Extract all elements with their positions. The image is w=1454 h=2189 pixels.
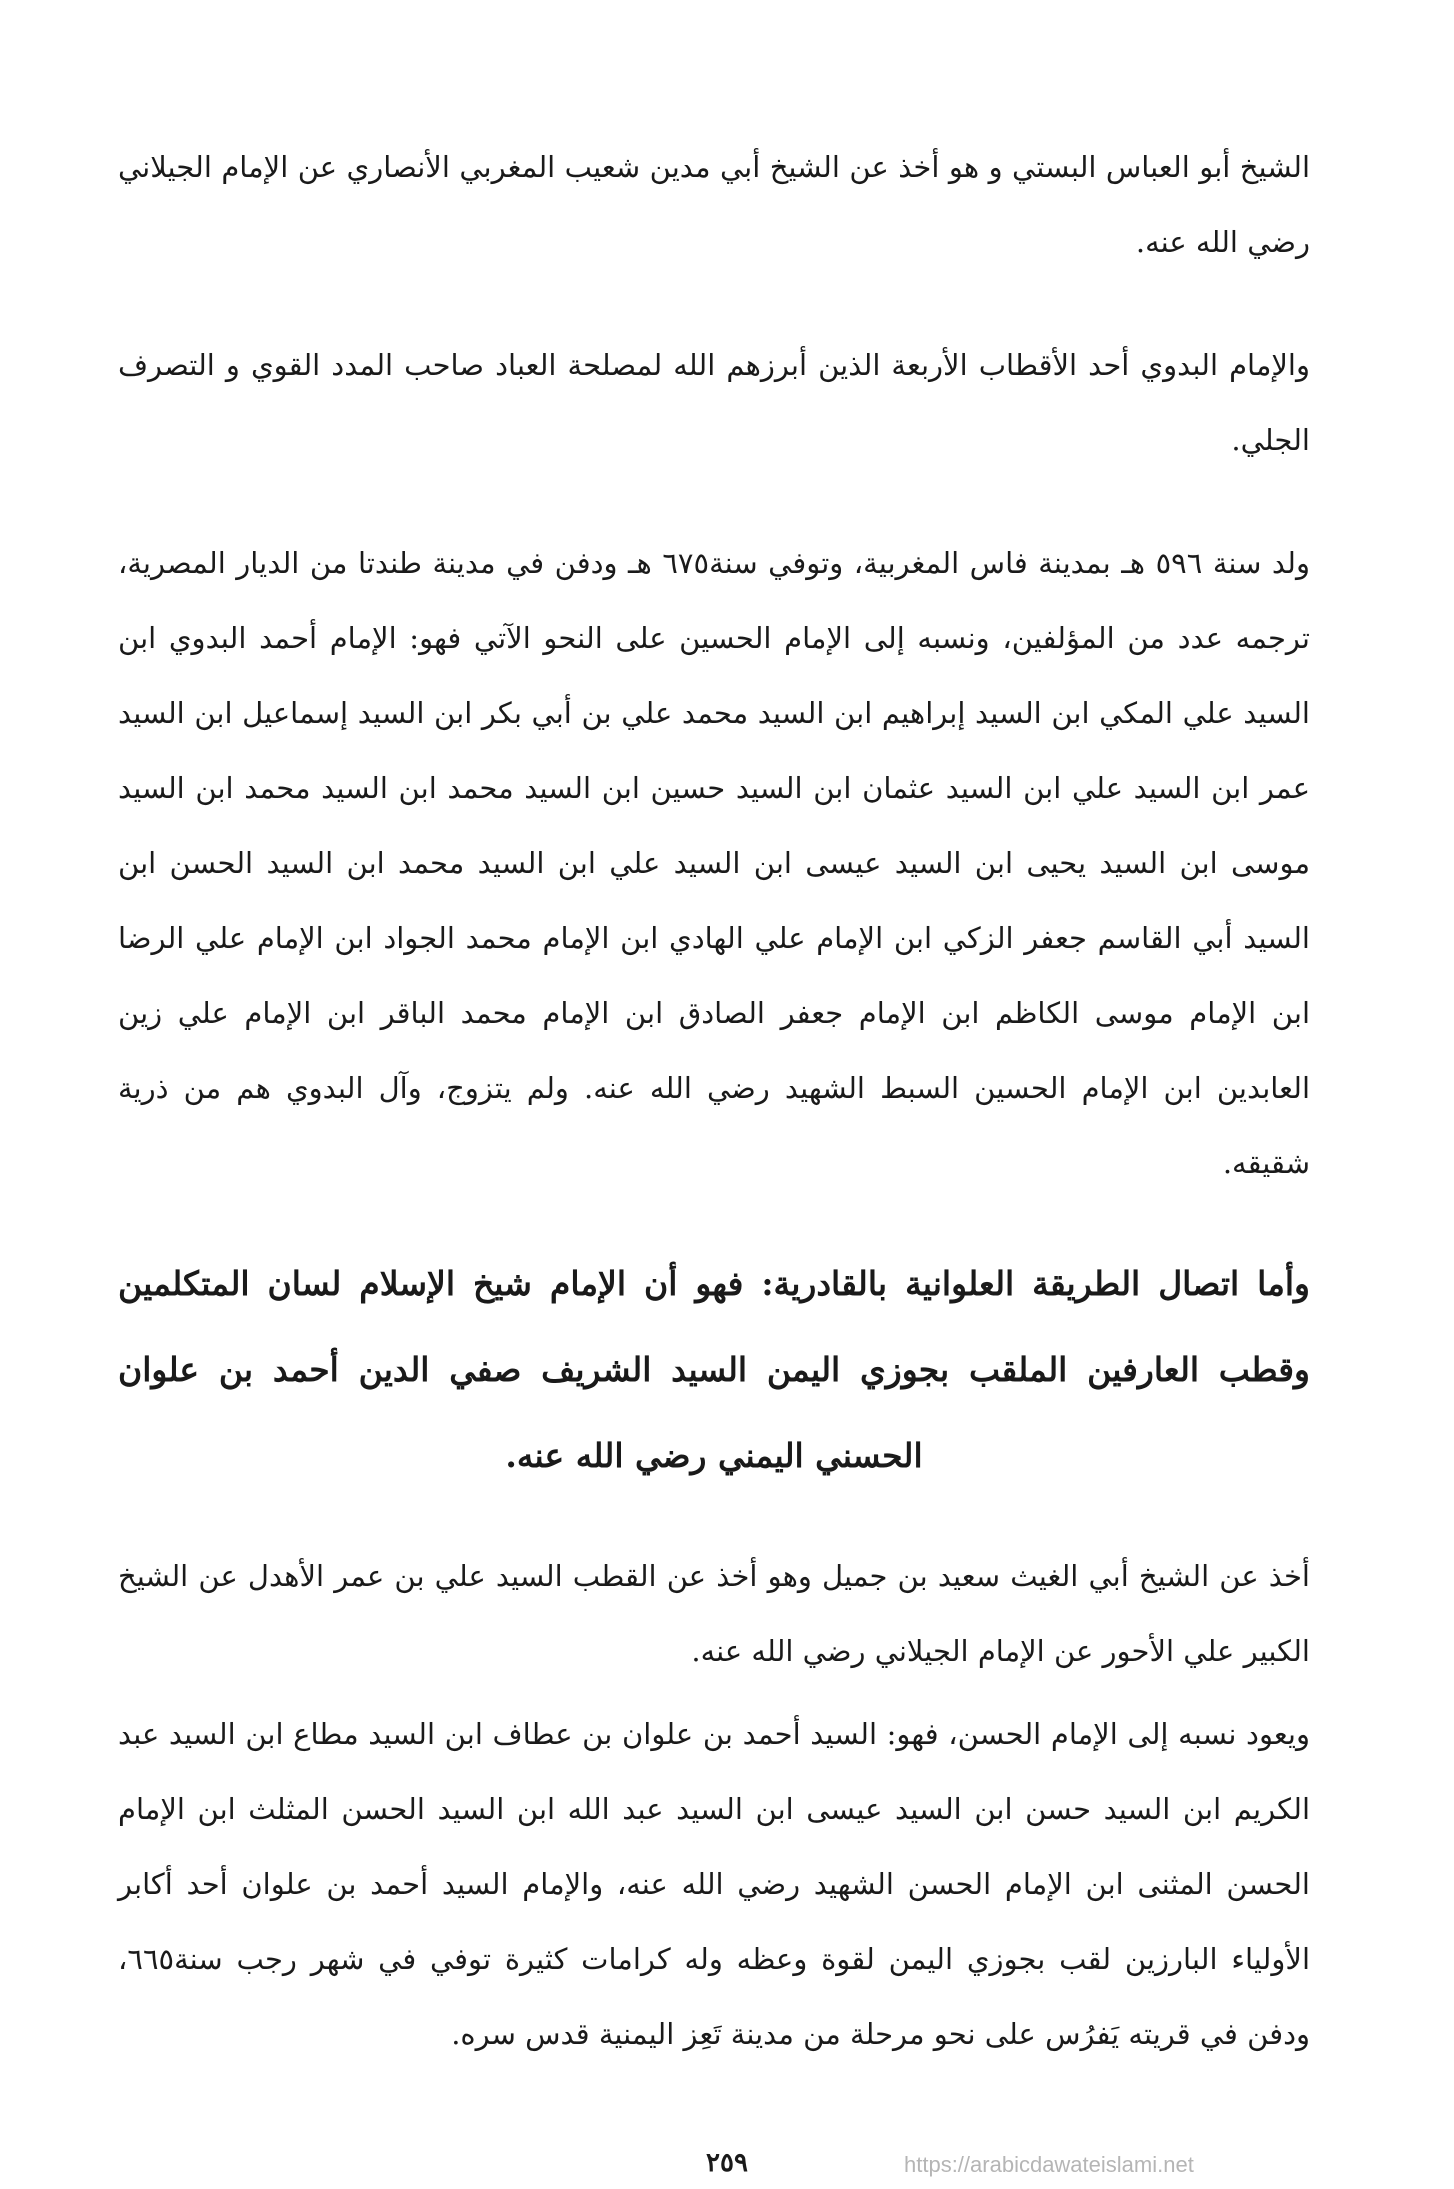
watermark-url: https://arabicdawateislami.net: [904, 2152, 1194, 2177]
paragraph-4: أخذ عن الشيخ أبي الغيث سعيد بن جميل وهو أخذ عن القطب السيد علي بن عمر الأهدل عن الشيخ الكبير علي الأحور عن الإمام الجيلاني رضي الله عنه.: [118, 1559, 1310, 1668]
spacer: [118, 1201, 1310, 1241]
paragraph-1: الشيخ أبو العباس البستي و هو أخذ عن الشيخ أبي مدين شعيب المغربي الأنصاري عن الإمام الجيلاني رضي الله عنه.: [118, 150, 1310, 259]
spacer: [118, 1689, 1310, 1697]
section-heading: وأما اتصال الطريقة العلوانية بالقادرية: فهو أن الإمام شيخ الإسلام لسان المتكلمين وقطب العارفين الملقب بجوزي اليمن السيد الشريف صفي الدين أحمد بن علوان الحسني اليمني رضي الله عنه.: [118, 1264, 1310, 1475]
spacer: [118, 280, 1310, 328]
spacer: [118, 478, 1310, 526]
paragraph-5: ويعود نسبه إلى الإمام الحسن، فهو: السيد أحمد بن علوان بن عطاف ابن السيد مطاع ابن السيد عبد الكريم ابن السيد حسن ابن السيد عيسى ابن السيد عبد الله ابن السيد الحسن المثلث ابن الإمام الحسن المثنى ابن الإمام الحسن الشهيد رضي الله عنه، والإمام السيد أحمد بن علوان أحد أكابر الأولياء البارزين لقب بجوزي اليمن لقوة وعظه وله كرامات كثيرة توفي في شهر رجب سنة٦٦٥، ودفن في قريته يَفرُس على نحو مرحلة من مدينة تَعِز اليمنية قدس سره.: [118, 1717, 1310, 2051]
page-body: [118, 130, 1310, 2072]
paragraph-3: ولد سنة ٥٩٦ هـ بمدينة فاس المغربية، وتوفي سنة٦٧٥ هـ ودفن في مدينة طندتا من الديار المصرية، ترجمه عدد من المؤلفين، ونسبه إلى الإمام الحسين على النحو الآتي فهو: الإمام أحمد البدوي ابن السيد علي المكي ابن السيد إبراهيم ابن السيد محمد علي بن أبي بكر ابن السيد إسماعيل ابن السيد عمر ابن السيد علي ابن السيد عثمان ابن السيد حسين ابن السيد محمد ابن السيد محمد ابن السيد موسى ابن السيد يحيى ابن السيد عيسى ابن السيد علي ابن السيد محمد ابن السيد الحسن ابن السيد أبي القاسم جعفر الزكي ابن الإمام علي الهادي ابن الإمام محمد الجواد ابن الإمام علي الرضا ابن الإمام موسى الكاظم ابن الإمام جعفر الصادق ابن الإمام محمد الباقر ابن الإمام علي زين العابدين ابن الإمام الحسين السبط الشهيد رضي الله عنه. ولم يتزوج، وآل البدوي هم من ذرية شقيقه.: [118, 546, 1310, 1180]
page-number: ٢٥٩: [706, 2148, 748, 2178]
paragraph-2: والإمام البدوي أحد الأقطاب الأربعة الذين أبرزهم الله لمصلحة العباد صاحب المدد القوي و التصرف الجلي.: [118, 348, 1310, 457]
spacer: [118, 1499, 1310, 1539]
